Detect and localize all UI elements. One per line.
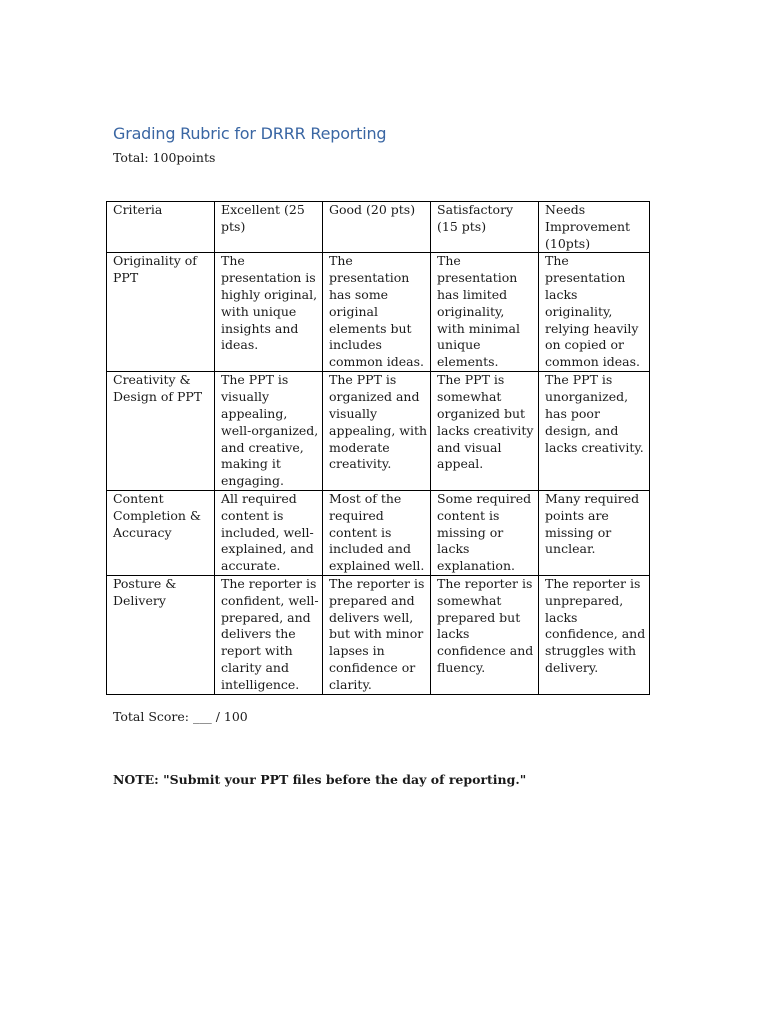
satisfactory-cell: The reporter is somewhat prepared but lacks confidence and fluency.	[431, 575, 539, 694]
criteria-cell: Originality of PPT	[107, 253, 215, 372]
header-excellent: Excellent (25 pts)	[215, 202, 323, 253]
needs-improvement-cell: The presentation lacks originality, relying heavily on copied or common ideas.	[539, 253, 650, 372]
total-points-label: Total: 100points	[113, 150, 216, 165]
header-satisfactory: Satisfactory (15 pts)	[431, 202, 539, 253]
rubric-table	[106, 201, 650, 695]
page-title: Grading Rubric for DRRR Reporting	[113, 124, 387, 143]
excellent-cell: The reporter is confident, well-prepared, and delivers the report with clarity and intelligence.	[215, 575, 323, 694]
needs-improvement-cell: Many required points are missing or unclear.	[539, 490, 650, 575]
needs-improvement-cell: The reporter is unprepared, lacks confidence, and struggles with delivery.	[539, 575, 650, 694]
excellent-cell: The PPT is visually appealing, well-organized, and creative, making it engaging.	[215, 372, 323, 491]
rubric-row-delivery	[107, 575, 650, 694]
needs-improvement-cell: The PPT is unorganized, has poor design, and lacks creativity.	[539, 372, 650, 491]
satisfactory-cell: Some required content is missing or lacks explanation.	[431, 490, 539, 575]
satisfactory-cell: The PPT is somewhat organized but lacks creativity and visual appeal.	[431, 372, 539, 491]
rubric-header-row	[107, 202, 650, 253]
criteria-cell: Posture & Delivery	[107, 575, 215, 694]
criteria-cell: Creativity & Design of PPT	[107, 372, 215, 491]
good-cell: The reporter is prepared and delivers well, but with minor lapses in confidence or clarity.	[323, 575, 431, 694]
header-needs-improvement: Needs Improvement (10pts)	[539, 202, 650, 253]
submission-note: NOTE: "Submit your PPT files before the day of reporting."	[113, 772, 527, 787]
header-criteria: Criteria	[107, 202, 215, 253]
good-cell: Most of the required content is included and explained well.	[323, 490, 431, 575]
criteria-cell: Content Completion & Accuracy	[107, 490, 215, 575]
rubric-row-content	[107, 490, 650, 575]
excellent-cell: The presentation is highly original, with unique insights and ideas.	[215, 253, 323, 372]
rubric-row-originality	[107, 253, 650, 372]
excellent-cell: All required content is included, well-explained, and accurate.	[215, 490, 323, 575]
rubric-row-creativity	[107, 372, 650, 491]
good-cell: The PPT is organized and visually appealing, with moderate creativity.	[323, 372, 431, 491]
header-good: Good (20 pts)	[323, 202, 431, 253]
satisfactory-cell: The presentation has limited originality, with minimal unique elements.	[431, 253, 539, 372]
good-cell: The presentation has some original elements but includes common ideas.	[323, 253, 431, 372]
total-score-line: Total Score: ___ / 100	[113, 709, 248, 724]
